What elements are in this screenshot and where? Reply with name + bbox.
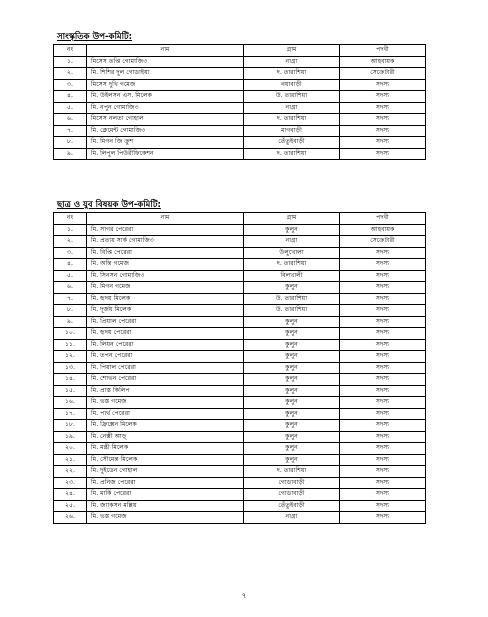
cell-serial: ১৭. <box>54 408 87 420</box>
cell-village: কুলুন <box>244 316 340 328</box>
cell-name: মি. নেক্সী আড়্‌ <box>87 431 244 443</box>
header-name: নাম <box>87 45 244 57</box>
cell-name: মি. সৌমেন্ত মিলেক <box>87 454 244 466</box>
cell-designation: সদস্য <box>340 316 426 328</box>
cell-village: কুলুন <box>244 408 340 420</box>
cell-designation: সদস্য <box>340 114 426 126</box>
cell-serial: ১. <box>54 56 87 68</box>
cell-village: কুলুন <box>244 397 340 409</box>
cell-designation: সদস্য <box>340 339 426 351</box>
cell-village: মাগবাড়ী <box>244 125 340 137</box>
cell-name: মিসেস তপ্তি গোমাজি৩ <box>87 56 244 68</box>
cell-designation: সদস্য <box>340 102 426 114</box>
cell-designation: সদস্য <box>340 351 426 363</box>
cell-name: মি. মিগন গমেজ <box>87 282 244 294</box>
cell-designation: সদস্য <box>340 454 426 466</box>
header-serial: নং <box>54 45 87 57</box>
cell-village: কুলুন <box>244 328 340 340</box>
cell-name: মি. লিয়ন পেরেরা <box>87 339 244 351</box>
cell-name: মি. পিয়াল পেরেরা <box>87 362 244 374</box>
cell-designation: সদস্য <box>340 282 426 294</box>
cell-village: কুলুন <box>244 420 340 432</box>
cell-designation: সদস্য <box>340 466 426 478</box>
cell-designation: সদস্য <box>340 489 426 501</box>
table-row <box>54 293 426 305</box>
cell-serial: ১২. <box>54 351 87 363</box>
cell-name: মি. ভস্ত গমেজ <box>87 397 244 409</box>
cell-village: দ. তারাশিয়া <box>244 68 340 80</box>
header-village: গ্রাম <box>244 45 340 57</box>
cell-serial: ১৩. <box>54 362 87 374</box>
cell-designation: সদস্য <box>340 305 426 317</box>
cell-serial: ২০. <box>54 443 87 455</box>
cell-designation: সদস্য <box>340 374 426 386</box>
cell-village: কুলুন <box>244 374 340 386</box>
table-row <box>54 56 426 68</box>
cell-designation: সদস্য <box>340 431 426 443</box>
table-row <box>54 362 426 374</box>
table-row <box>54 91 426 103</box>
cell-name: মি. লিপুল পিউরীফিকেশন <box>87 148 244 160</box>
cell-serial: ১৯. <box>54 431 87 443</box>
cell-designation: সদস্য <box>340 91 426 103</box>
cell-village: কুলুন <box>244 362 340 374</box>
cell-village: কুলুন <box>244 443 340 455</box>
cell-name: মি. দুইডেন গোহাল <box>87 466 244 478</box>
cell-name: মি. মন্ত্রী মিলেক <box>87 443 244 455</box>
table-row <box>54 351 426 363</box>
cell-designation: আহবায়ক <box>340 56 426 68</box>
cell-designation: সদস্য <box>340 137 426 149</box>
cell-designation: সদস্য <box>340 420 426 432</box>
cell-designation: সদস্য <box>340 512 426 524</box>
cell-serial: ২১. <box>54 454 87 466</box>
table-header-row <box>54 45 426 57</box>
table-row <box>54 443 426 455</box>
cell-name: মি. মার্কি পেরেরা <box>87 489 244 501</box>
header-designation: পদবী <box>340 213 426 225</box>
cell-village: নাগ্রা <box>244 102 340 114</box>
cell-serial: ৭. <box>54 125 87 137</box>
cell-name: মি. ক্লেমেন্ট গোমাজি৩ <box>87 125 244 137</box>
cell-designation: সদস্য <box>340 397 426 409</box>
table-row <box>54 466 426 478</box>
cell-designation: সদস্য <box>340 79 426 91</box>
table-row <box>54 259 426 271</box>
cell-serial: ৬. <box>54 282 87 294</box>
table-row <box>54 114 426 126</box>
cell-village: গোডাবাড়ী <box>244 477 340 489</box>
cell-designation: সদস্য <box>340 247 426 259</box>
cell-village: উ. তারাশিয়া <box>244 91 340 103</box>
cell-serial: ১৪. <box>54 374 87 386</box>
table-row <box>54 397 426 409</box>
table-row <box>54 454 426 466</box>
table-row <box>54 374 426 386</box>
cell-village: নয়াবাড়ী <box>244 79 340 91</box>
cell-designation: আহবায়ক <box>340 224 426 236</box>
cell-designation: সদস্য <box>340 270 426 282</box>
cell-serial: ২৩. <box>54 477 87 489</box>
cell-serial: ৫. <box>54 270 87 282</box>
cell-designation: সদস্য <box>340 125 426 137</box>
table-row <box>54 148 426 160</box>
table-row <box>54 500 426 512</box>
table-row <box>54 224 426 236</box>
cell-serial: ১. <box>54 224 87 236</box>
cell-name: মি. অন্তি গমেজ <box>87 259 244 271</box>
cell-name: মি. তপন পেরেরা <box>87 351 244 363</box>
section-title-student-youth: ছাত্র ও যুব বিষয়ক উপ-কমিটি: <box>57 200 161 210</box>
table-row <box>54 102 426 114</box>
table-row <box>54 489 426 501</box>
table-row <box>54 270 426 282</box>
cell-village: কুলুন <box>244 454 340 466</box>
table-header-row <box>54 213 426 225</box>
table-row <box>54 79 426 91</box>
cell-village: কুলুন <box>244 431 340 443</box>
table-row <box>54 512 426 524</box>
cell-serial: ৫. <box>54 102 87 114</box>
cell-designation: সদস্য <box>340 293 426 305</box>
cell-name: মি. হৃদয় মিলেক <box>87 293 244 305</box>
cell-village: কুলুন <box>244 385 340 397</box>
page-number: ৭ <box>241 592 247 600</box>
table-row <box>54 385 426 397</box>
table-row <box>54 68 426 80</box>
cell-serial: ১৫. <box>54 385 87 397</box>
table-row <box>54 408 426 420</box>
table-row <box>54 282 426 294</box>
cell-designation: সদস্য <box>340 328 426 340</box>
cell-serial: ১৬. <box>54 397 87 409</box>
cell-name: মি. সিনসন গোমাজি৩ <box>87 270 244 282</box>
cell-serial: ২. <box>54 68 87 80</box>
cell-serial: ৮. <box>54 305 87 317</box>
cell-village: কুলুন <box>244 224 340 236</box>
cell-village: তেঁতুইবাড়ী <box>244 137 340 149</box>
cell-name: মি. উইলসন এস. মিলেক <box>87 91 244 103</box>
cell-village: উলুখোলা <box>244 247 340 259</box>
cell-designation: সদস্য <box>340 443 426 455</box>
cell-village: দ. তারাশিয়া <box>244 259 340 271</box>
table-row <box>54 420 426 432</box>
cell-designation: সেক্রেটারী <box>340 236 426 248</box>
cell-name: মি. বিপ্তি পেরেরা <box>87 247 244 259</box>
cell-name: মি. দূর্জয় মিলেক <box>87 305 244 317</box>
cell-village: উ. তারাশিয়া <box>244 293 340 305</box>
cell-serial: ৪. <box>54 259 87 271</box>
cell-name: মি. ভস্ত গমেজ <box>87 512 244 524</box>
cell-village: উ. তারাশিয়া <box>244 305 340 317</box>
cell-name: মি. সাগর পেরেরা <box>87 224 244 236</box>
cell-village: তেঁতুইবাড়ী <box>244 500 340 512</box>
cell-name: মি. প্রত্যয় সার্ক গোমাজি৩ <box>87 236 244 248</box>
table-row <box>54 125 426 137</box>
cell-name: মি. মিগন জি ক্রুশ <box>87 137 244 149</box>
cell-name: মি. শোভন পেরেরা <box>87 374 244 386</box>
cell-name: মি. প্রনিজ পেরেরা <box>87 477 244 489</box>
cell-serial: ৩. <box>54 79 87 91</box>
cell-serial: ২৫. <box>54 500 87 512</box>
cell-serial: ১১. <box>54 339 87 351</box>
cell-name: মি. হৃদয় পেরেরা <box>87 328 244 340</box>
cell-designation: সদস্য <box>340 385 426 397</box>
cell-village: নাগ্রা <box>244 512 340 524</box>
cell-serial: ২. <box>54 236 87 248</box>
cell-name: মি. প্রাস্ত কিলিপ <box>87 385 244 397</box>
cell-village: দ. তারাশিয়া <box>244 114 340 126</box>
cell-designation: সদস্য <box>340 408 426 420</box>
cell-name: মি. প্রিয়াল পেরেরা <box>87 316 244 328</box>
cell-name: মি. শিশির দুল গোডাইয়া <box>87 68 244 80</box>
cell-village: কুলুন <box>244 282 340 294</box>
cell-name: মিসেস নলতা গোহাল <box>87 114 244 126</box>
table-row <box>54 339 426 351</box>
cell-village: নাগ্রা <box>244 56 340 68</box>
cell-name: মি. নপুন গোমাজি৩ <box>87 102 244 114</box>
table-row <box>54 305 426 317</box>
cell-serial: ২২. <box>54 466 87 478</box>
table-row <box>54 247 426 259</box>
cell-designation: সদস্য <box>340 148 426 160</box>
cell-village: দ. তারাশিয়া <box>244 466 340 478</box>
cell-serial: ১৮. <box>54 420 87 432</box>
cell-serial: ১০. <box>54 328 87 340</box>
cell-designation: সদস্য <box>340 362 426 374</box>
cell-serial: ৬. <box>54 114 87 126</box>
cell-village: গোডাবাড়ী <box>244 489 340 501</box>
table-row <box>54 477 426 489</box>
cell-village: দ. তারাশিয়া <box>244 148 340 160</box>
cell-name: মি. ফ্রিক্সেন মিলেক <box>87 420 244 432</box>
table-row <box>54 431 426 443</box>
cell-serial: ৯. <box>54 316 87 328</box>
table-row <box>54 316 426 328</box>
cell-serial: ৭. <box>54 293 87 305</box>
header-name: নাম <box>87 213 244 225</box>
cell-serial: ৩. <box>54 247 87 259</box>
cell-serial: ৮. <box>54 137 87 149</box>
cell-village: কুলুন <box>244 351 340 363</box>
table-row <box>54 328 426 340</box>
cell-name: মি. পার্থ পেরেরা <box>87 408 244 420</box>
table-row <box>54 137 426 149</box>
cell-designation: সদস্য <box>340 477 426 489</box>
cell-designation: সদস্য <box>340 259 426 271</box>
section-title-cultural: সাংস্কৃতিক উপ-কমিটি: <box>57 32 133 42</box>
student-youth-committee-table <box>53 212 426 524</box>
cell-village: কুলুন <box>244 339 340 351</box>
cell-name: মি. জ্যাকসন মল্লিয় <box>87 500 244 512</box>
cell-village: বিলখালী <box>244 270 340 282</box>
cell-serial: ৪. <box>54 91 87 103</box>
header-village: গ্রাম <box>244 213 340 225</box>
table-row <box>54 236 426 248</box>
cell-serial: ৯. <box>54 148 87 160</box>
cell-designation: সদস্য <box>340 500 426 512</box>
header-designation: পদবী <box>340 45 426 57</box>
cell-name: মিসেস দুখি গমেজ <box>87 79 244 91</box>
cell-designation: সেক্রেটারী <box>340 68 426 80</box>
cell-serial: ২৪. <box>54 489 87 501</box>
header-serial: নং <box>54 213 87 225</box>
cultural-committee-table <box>53 44 426 160</box>
cell-village: নাগ্রা <box>244 236 340 248</box>
cell-serial: ২৬. <box>54 512 87 524</box>
